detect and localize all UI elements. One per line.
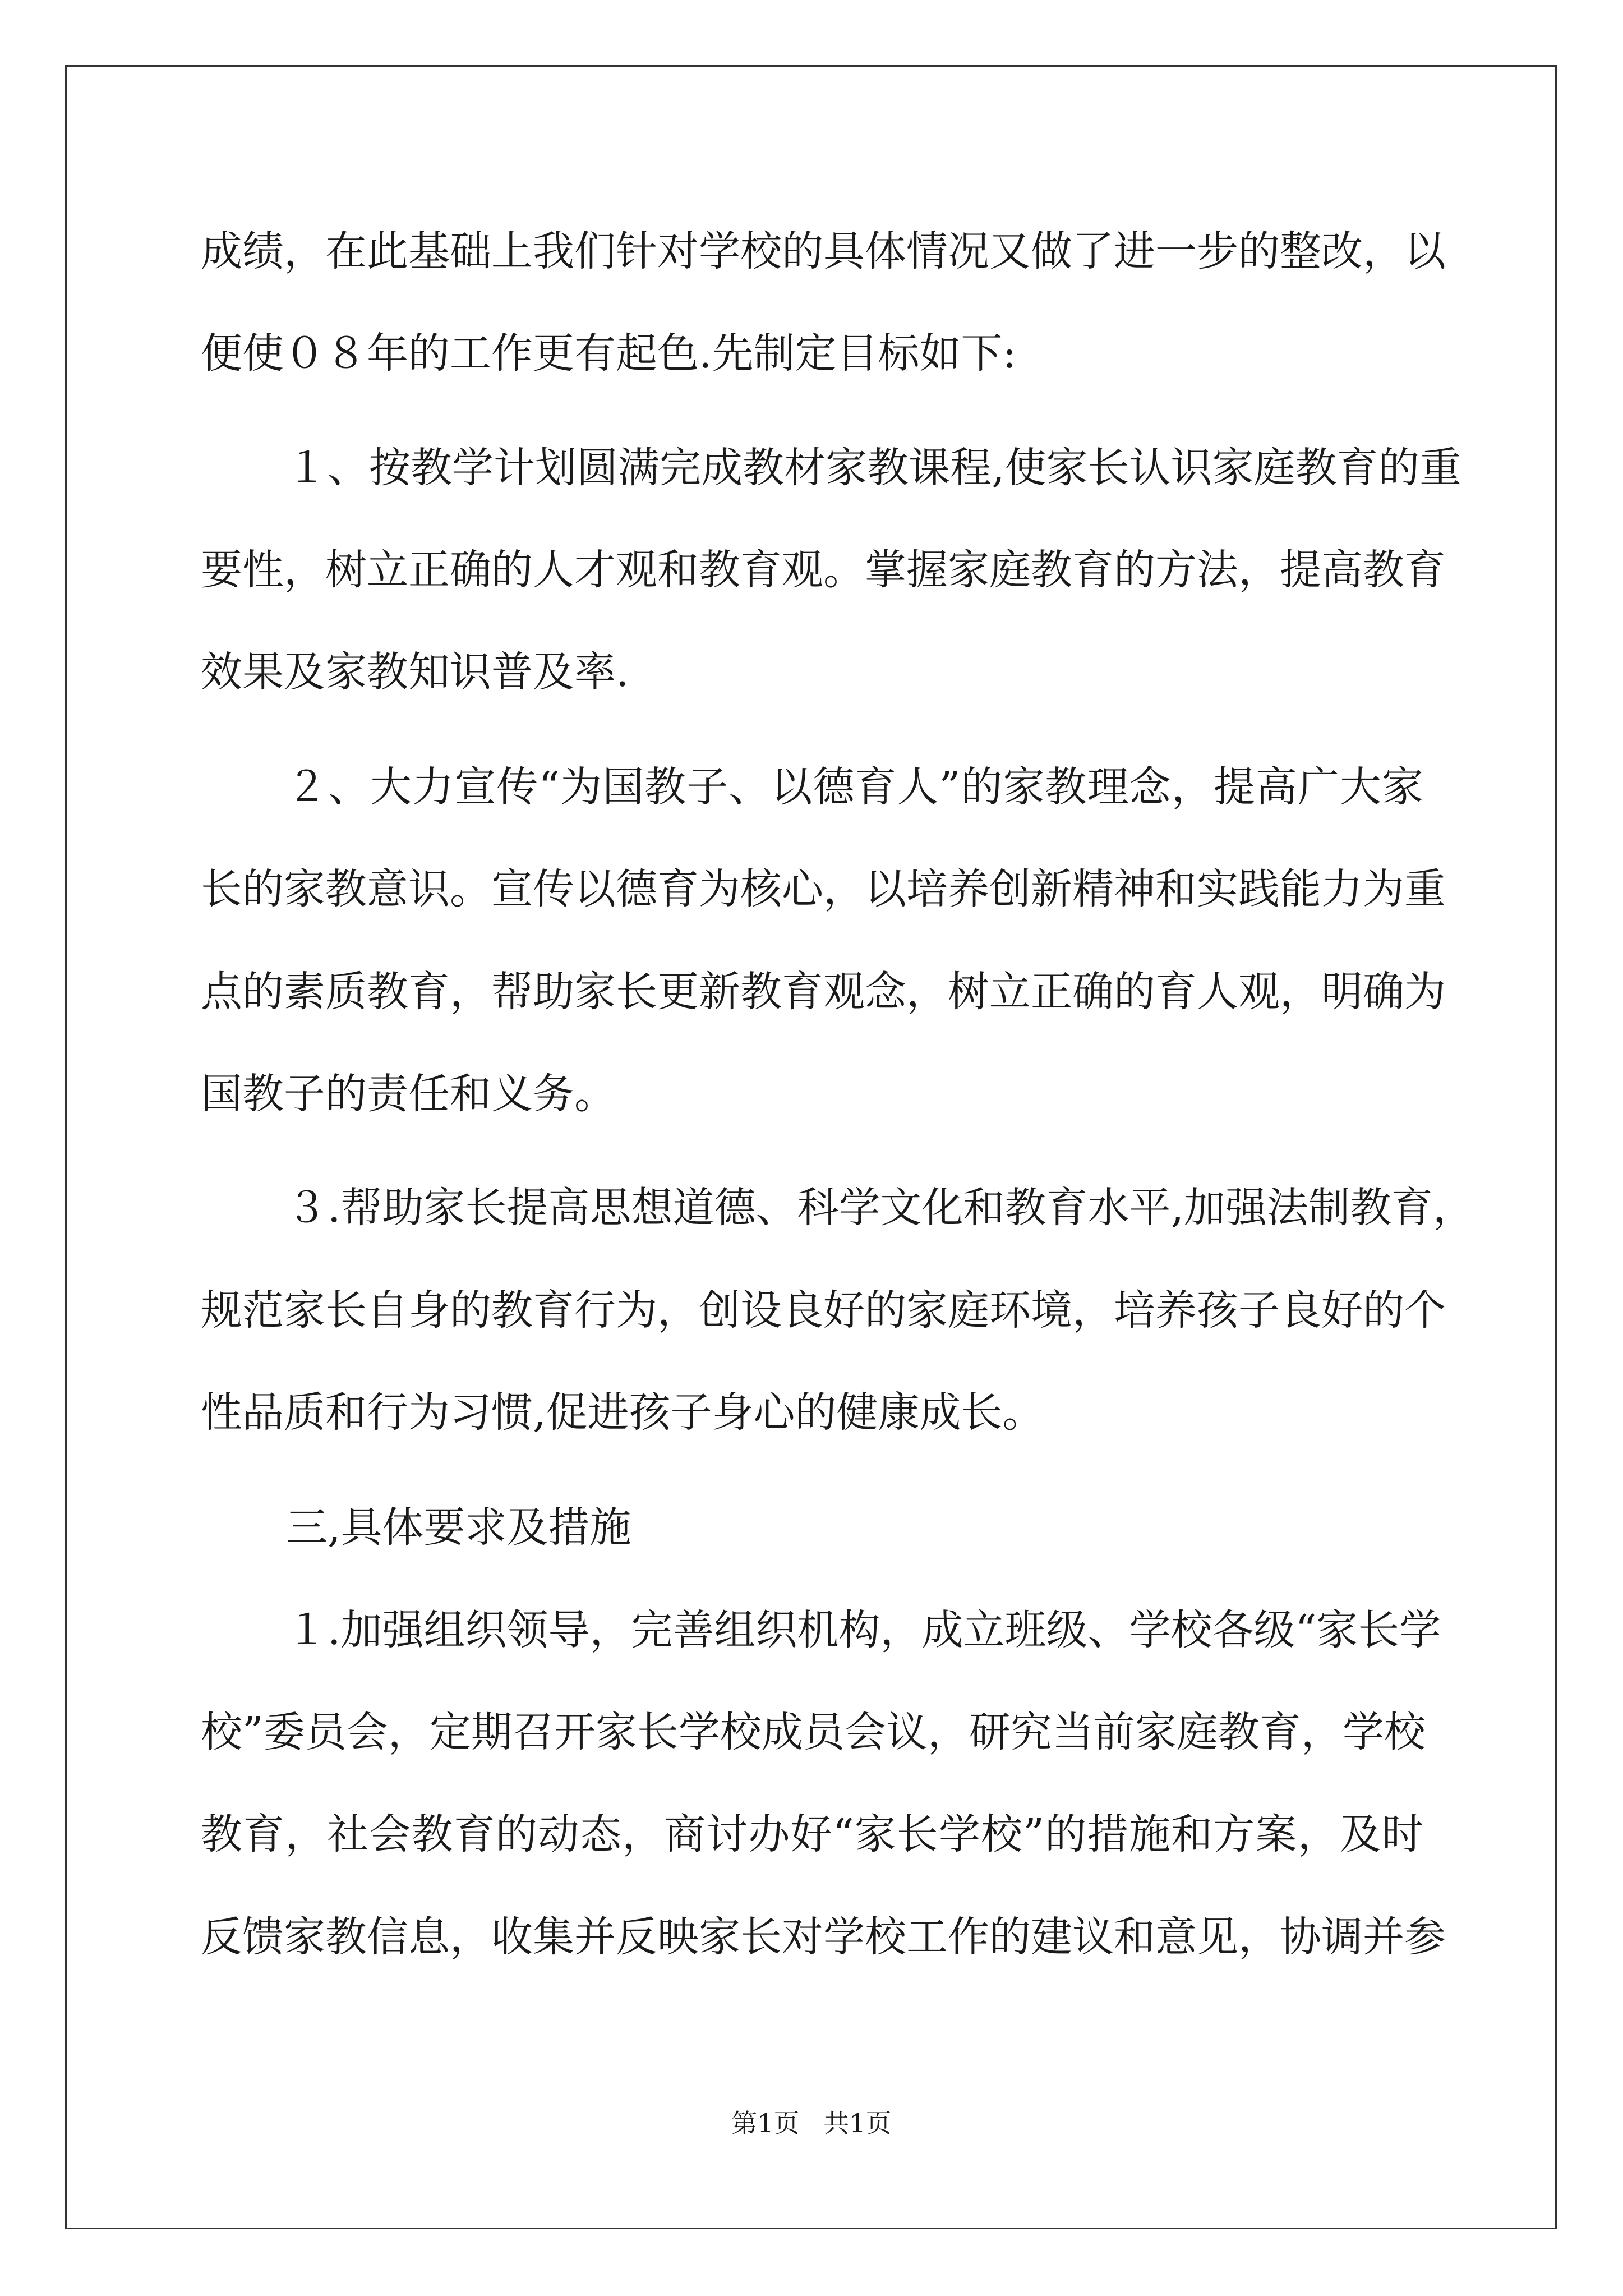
text-line: 规范家长自身的教育行为，创设良好的家庭环境，培养孩子良好的个: [201, 1286, 1446, 1335]
text-line: 反馈家教信息，收集并反映家长对学校工作的建议和意见，协调并参: [201, 1913, 1446, 1961]
text-line: １.加强组织领导，完善组织机构，成立班级、学校各级“家长学: [286, 1606, 1441, 1654]
text-line: 成绩，在此基础上我们针对学校的具体情况又做了进一步的整改，以: [201, 227, 1446, 275]
text-line: 教育，社会教育的动态，商讨办好“家长学校”的措施和方案，及时: [201, 1810, 1423, 1858]
text-line: 效果及家教知识普及率.: [201, 648, 629, 696]
text-line: 便使０８年的工作更有起色.先制定目标如下:: [201, 329, 1017, 378]
section-heading: 三,具体要求及措施: [286, 1503, 631, 1552]
text-line: 点的素质教育，帮助家长更新教育观念，树立正确的育人观，明确为: [201, 968, 1446, 1016]
text-line: 国教子的责任和义务。: [201, 1070, 616, 1118]
text-line: 要性，树立正确的人才观和教育观。掌握家庭教育的方法，提高教育: [201, 546, 1446, 594]
text-line: ３.帮助家长提高思想道德、科学文化和教育水平,加强法制教育，: [286, 1184, 1475, 1232]
text-line: 性品质和行为习惯,促进孩子身心的健康成长。: [201, 1388, 1044, 1437]
text-line: １、按教学计划圆满完成教材家教课程,使家长认识家庭教育的重: [286, 444, 1461, 492]
text-line: 校”委员会，定期召开家长学校成员会议，研究当前家庭教育，学校: [201, 1708, 1426, 1756]
page-total: 共1页: [823, 2108, 892, 2138]
page-number: 第1页: [731, 2108, 800, 2138]
text-line: ２、大力宣传“为国教子、以德育人”的家教理念，提高广大家: [286, 763, 1423, 811]
page-border: [65, 65, 1557, 2229]
text-line: 长的家教意识。宣传以德育为核心，以培养创新精神和实践能力为重: [201, 865, 1446, 913]
page-footer: [0, 2106, 1623, 2140]
